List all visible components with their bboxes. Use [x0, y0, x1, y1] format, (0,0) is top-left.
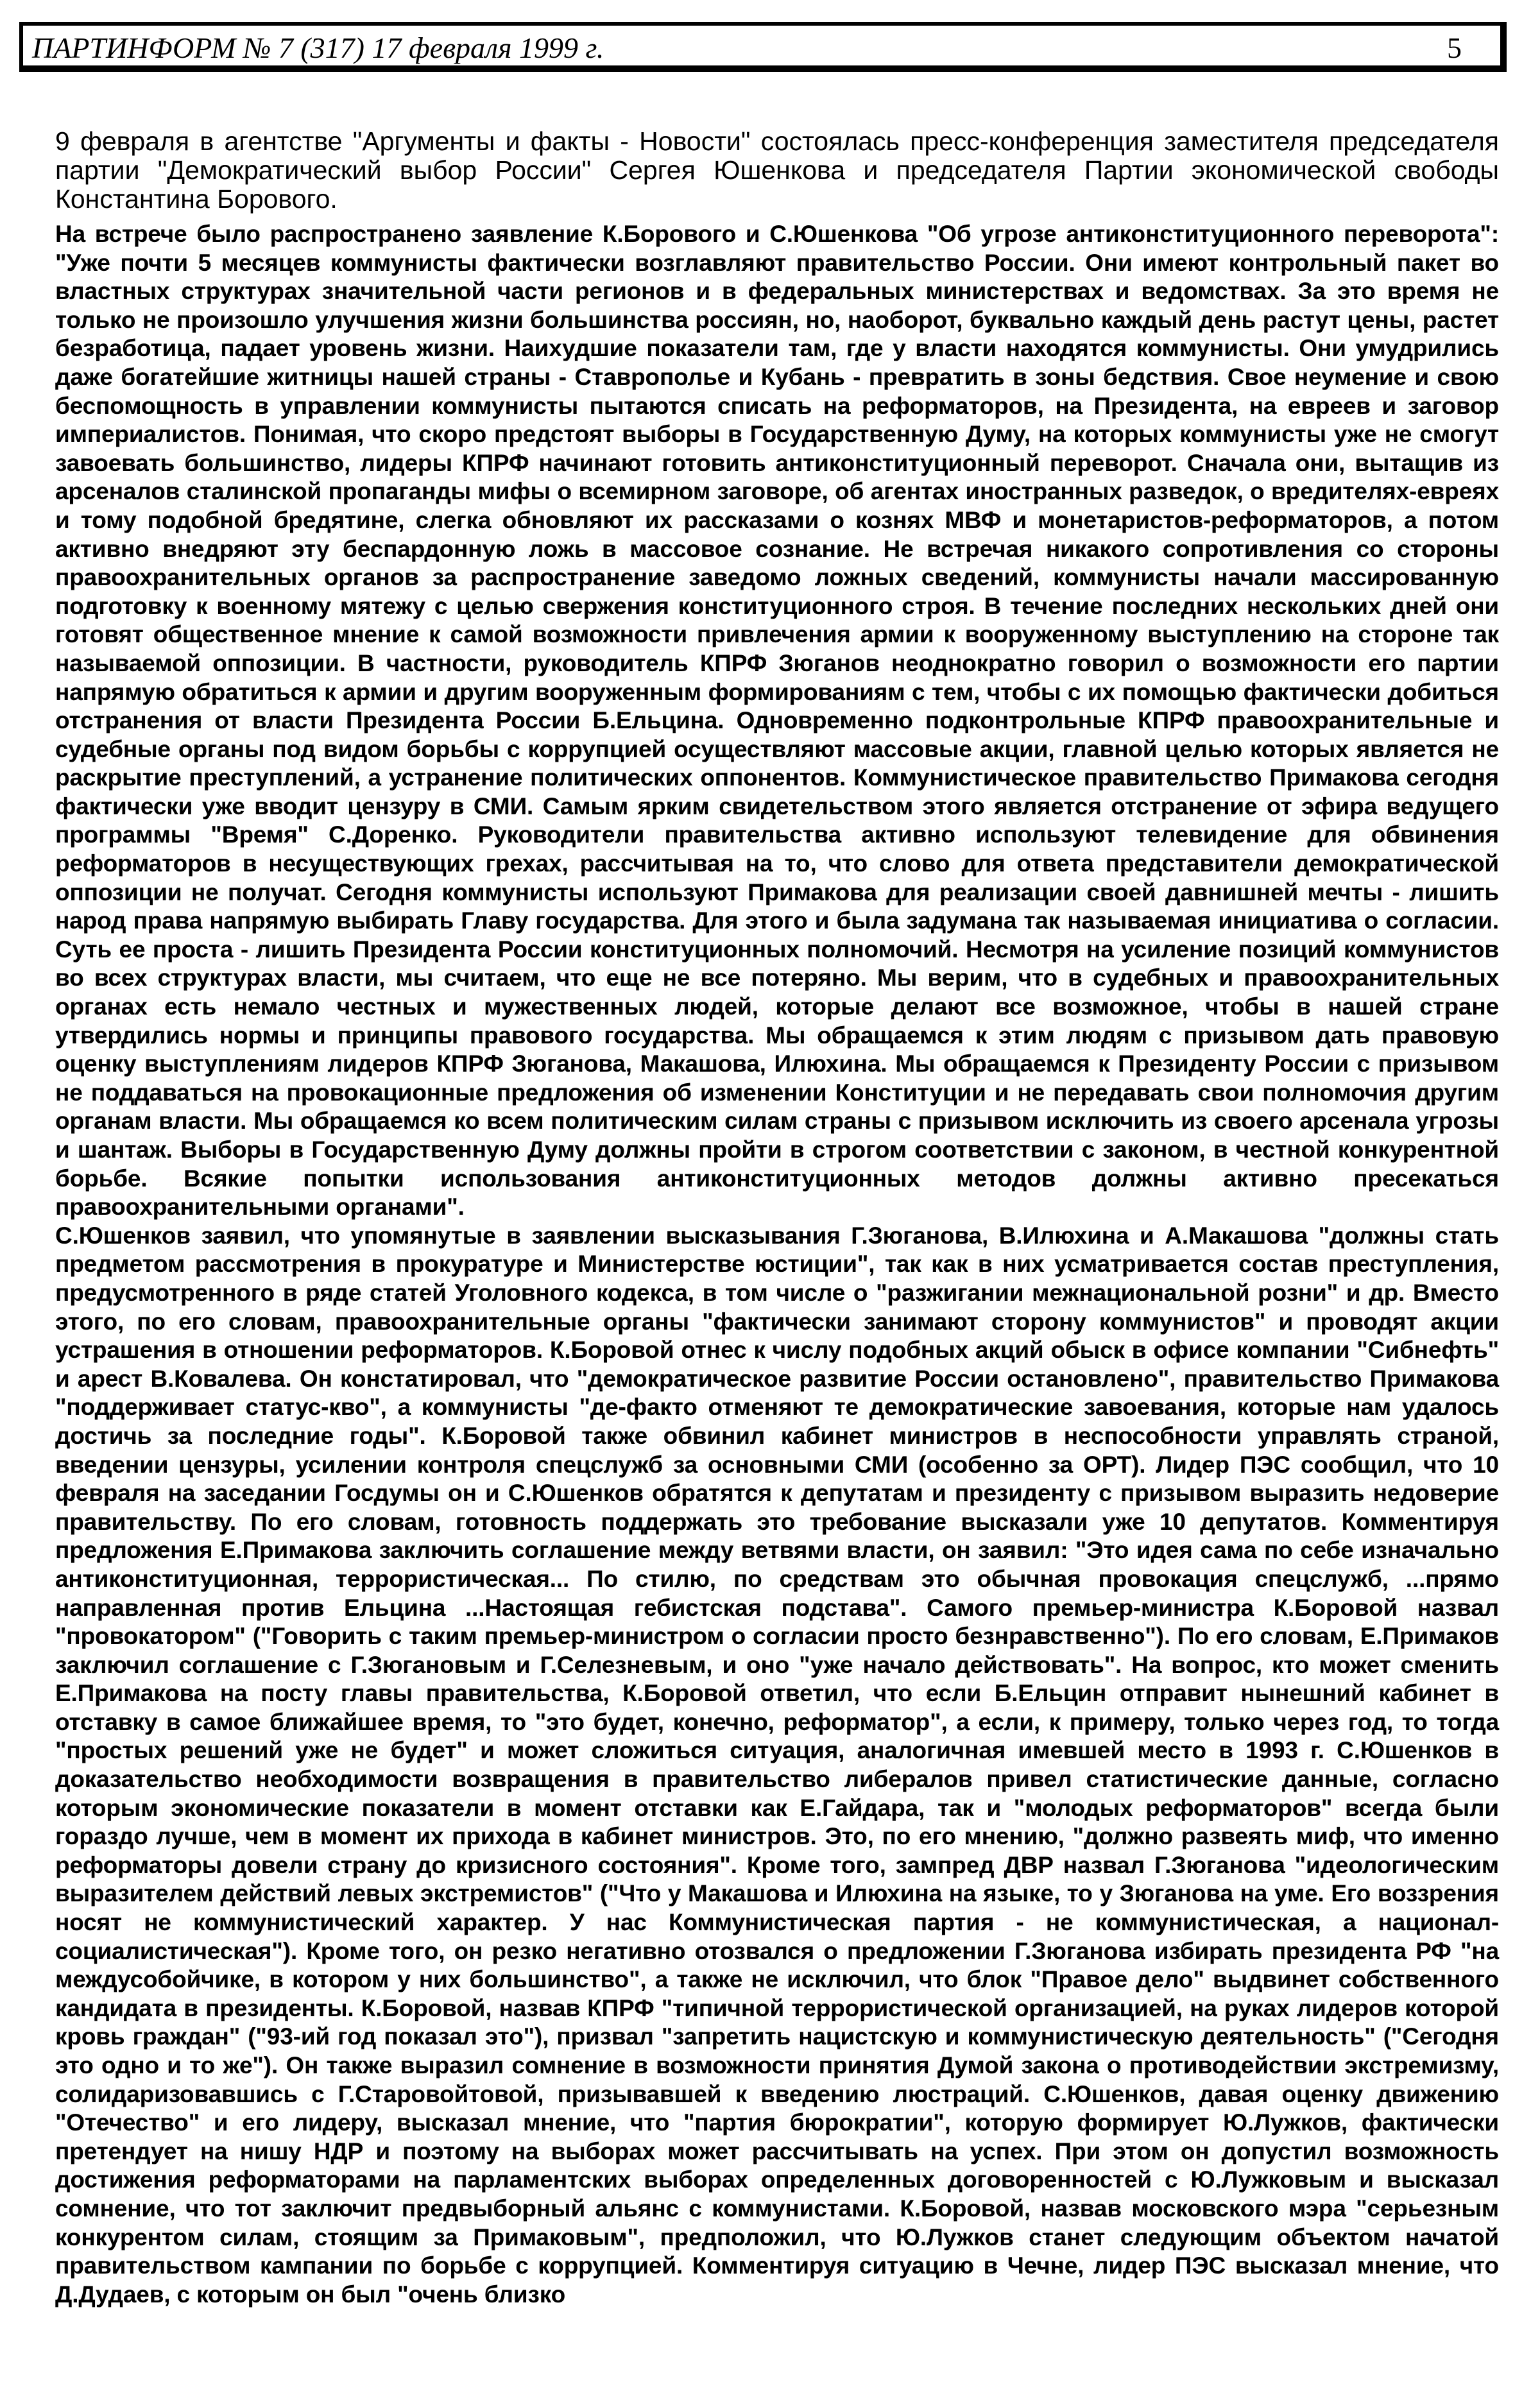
conference-paragraph: С.Юшенков заявил, что упомянутые в заявлении высказывания Г.Зюганова, В.Илюхина и А.Макашова "должны стать предметом рассмотрения в прокуратуре и Министерстве юстиции", так как в них усматривается состав преступления, предусмотренного в ряде статей Уголовного кодекса, в том числе о "разжигании межнациональной розни" и др. Вместо этого, по его словам, правоохранительные органы "фактически занимают сторону коммунистов" и проводят акции устрашения в отношении реформаторов. К.Боровой отнес к числу подобных акций обыск в офисе компании "Сибнефть" и арест В.Ковалева. Он констатировал, что "демократическое развитие России остановлено", правительство Примакова "поддерживает статус-кво", а коммунисты "де-факто отменяют те демократические завоевания, которые нам удалось достичь за последние годы". К.Боровой также обвинил кабинет министров в неспособности управлять страной, введении цензуры, усилении контроля спецслужб за основными СМИ (особенно за ОРТ). Лидер ПЭС сообщил, что 10 февраля на заседании Госдумы он и С.Юшенков обратятся к депутатам и президенту с призывом выразить недоверие правительству. По его словам, готовность поддержать это требование высказали уже 10 депутатов. Комментируя предложения Е.Примакова заключить соглашение между ветвями власти, он заявил: "Это идея сама по себе изначально антиконституционная, террористическая... По стилю, по средствам это обычная провокация спецслужб, ...прямо направленная против Ельцина ...Настоящая гебистская подстава". Самого премьер-министра К.Боровой назвал "провокатором" ("Говорить с таким премьер-министром о согласии просто безнравственно"). По его словам, Е.Примаков заключил соглашение с Г.Зюгановым и Г.Селезневым, и оно "уже начало действовать". На вопрос, кто может сменить Е.Примакова на посту главы правительства, К.Боровой ответил, что если Б.Ельцин отправит нынешний кабинет в отставку в самое ближайшее время, то "это будет, конечно, реформатор", а если, к примеру, только через год, то тогда "простых решений уже не будет" и может сложиться ситуация, аналогичная имевшей место в 1993 г. С.Юшенков в доказательство необходимости возвращения в правительство либералов привел статистические данные, согласно которым экономические показатели в момент отставки как Е.Гайдара, так и "молодых реформаторов" всегда были гораздо лучше, чем в момент их прихода в кабинет министров. Это, по его мнению, "должно развеять миф, что именно реформаторы довели страну до кризисного состояния". Кроме того, зампред ДВР назвал Г.Зюганова "идеологическим выразителем действий левых экстремистов" ("Что у Макашова и Илюхина на языке, то у Зюганова на уме. Его воззрения носят не коммунистический характер. У нас Коммунистическая партия - не коммунистическая, а национал-социалистическая"). Кроме того, он резко негативно отозвался о предложении Г.Зюганова избирать президента РФ "на междусобойчике, в котором у них большинство", а также не исключил, что блок "Правое дело" выдвинет собственного кандидата в президенты. К.Боровой, назвав КПРФ "типичной террористической организацией, на руках лидеров которой кровь граждан" ("93-ий год показал это"), призвал "запретить нацистскую и коммунистическую деятельность" ("Сегодня это одно и то же"). Он также выразил сомнение в возможности принятия Думой закона о противодействии экстремизму, солидаризовавшись с Г.Старовойтовой, призывавшей к введению люстраций. С.Юшенков, давая оценку движению "Отечество" и его лидеру, высказал мнение, что "партия бюрократии", которую формирует Ю.Лужков, фактически претендует на нишу НДР и поэтому на выборах может рассчитывать на успех. При этом он допустил возможность достижения реформаторами на парламентских выборах определенных договоренностей с Ю.Лужковым и высказал сомнение, что тот заключит предвыборный альянс с коммунистами. К.Боровой, назвав московского мэра "серьезным конкурентом силам, стоящим за Примаковым", предположил, что Ю.Лужков станет следующим объектом начатой правительством кампании по борьбе с коррупцией. Комментируя ситуацию в Чечне, лидер ПЭС высказал мнение, что Д.Дудаев, с которым он был "очень близко	[55, 1222, 1499, 2308]
newsletter-title: ПАРТИНФОРМ № 7 (317) 17 февраля 1999 г.	[32, 31, 604, 64]
page-header	[19, 22, 1507, 72]
article-body	[55, 127, 1499, 2309]
statement-paragraph: На встрече было распространено заявление К.Борового и С.Юшенкова "Об угрозе антиконституционного переворота": "Уже почти 5 месяцев коммунисты фактически возглавляют правительство России. Они имеют контрольный пакет во властных структурах значительной части регионов и в федеральных министерствах и ведомствах. За это время не только не произошло улучшения жизни большинства россиян, но, наоборот, буквально каждый день растут цены, растет безработица, падает уровень жизни. Наихудшие показатели там, где у власти находятся коммунисты. Они умудрились даже богатейшие житницы нашей страны - Ставрополье и Кубань - превратить в зоны бедствия. Свое неумение и свою беспомощность в управлении коммунисты пытаются списать на реформаторов, на Президента, на евреев и заговор империалистов. Понимая, что скоро предстоят выборы в Государственную Думу, на которых коммунисты уже не смогут завоевать большинство, лидеры КПРФ начинают готовить антиконституционный переворот. Сначала они, вытащив из арсеналов сталинской пропаганды мифы о всемирном заговоре, об агентах иностранных разведок, о вредителях-евреях и тому подобной бредятине, слегка обновляют их рассказами о кознях МВФ и монетаристов-реформаторов, а потом активно внедряют эту беспардонную ложь в массовое сознание. Не встречая никакого сопротивления со стороны правоохранительных органов за распространение заведомо ложных сведений, коммунисты начали массированную подготовку к военному мятежу с целью свержения конституционного строя. В течение последних нескольких дней они готовят общественное мнение к самой возможности привлечения армии к вооруженному выступлению на стороне так называемой оппозиции. В частности, руководитель КПРФ Зюганов неоднократно говорил о возможности его партии напрямую обратиться к армии и другим вооруженным формированиям с тем, чтобы с их помощью фактически добиться отстранения от власти Президента России Б.Ельцина. Одновременно подконтрольные КПРФ правоохранительные и судебные органы под видом борьбы с коррупцией осуществляют массовые акции, главной целью которых является не раскрытие преступлений, а устранение политических оппонентов. Коммунистическое правительство Примакова сегодня фактически уже вводит цензуру в СМИ. Самым ярким свидетельством этого является отстранение от эфира ведущего программы "Время" С.Доренко. Руководители правительства активно используют телевидение для обвинения реформаторов в несуществующих грехах, рассчитывая на то, что слово для ответа представители демократической оппозиции не получат. Сегодня коммунисты используют Примакова для реализации своей давнишней мечты - лишить народ права напрямую выбирать Главу государства. Для этого и была задумана так называемая инициатива о согласии. Суть ее проста - лишить Президента России конституционных полномочий. Несмотря на усиление позиций коммунистов во всех структурах власти, мы считаем, что еще не все потеряно. Мы верим, что в судебных и правоохранительных органах есть немало честных и мужественных людей, которые делают все возможное, чтобы в нашей стране утвердились нормы и принципы правового государства. Мы обращаемся к этим людям с призывом дать правовую оценку выступлениям лидеров КПРФ Зюганова, Макашова, Илюхина. Мы обращаемся к Президенту России с призывом не поддаваться на провокационные предложения об изменении Конституции и не передавать свои полномочия другим органам власти. Мы обращаемся ко всем политическим силам страны с призывом исключить из своего арсенала угрозы и шантаж. Выборы в Государственную Думу должны пройти в строгом соответствии с законом, в честной конкурентной борьбе. Всякие попытки использования антиконституционных методов должны активно пресекаться правоохранительными органами".	[55, 221, 1499, 1221]
page-number: 5	[1447, 31, 1462, 64]
lead-paragraph: 9 февраля в агентстве "Аргументы и факты - Новости" состоялась пресс-конференция заместителя председателя партии "Демократический выбор России" Сергея Юшенкова и председателя Партии экономической свободы Константина Борового.	[55, 126, 1499, 214]
